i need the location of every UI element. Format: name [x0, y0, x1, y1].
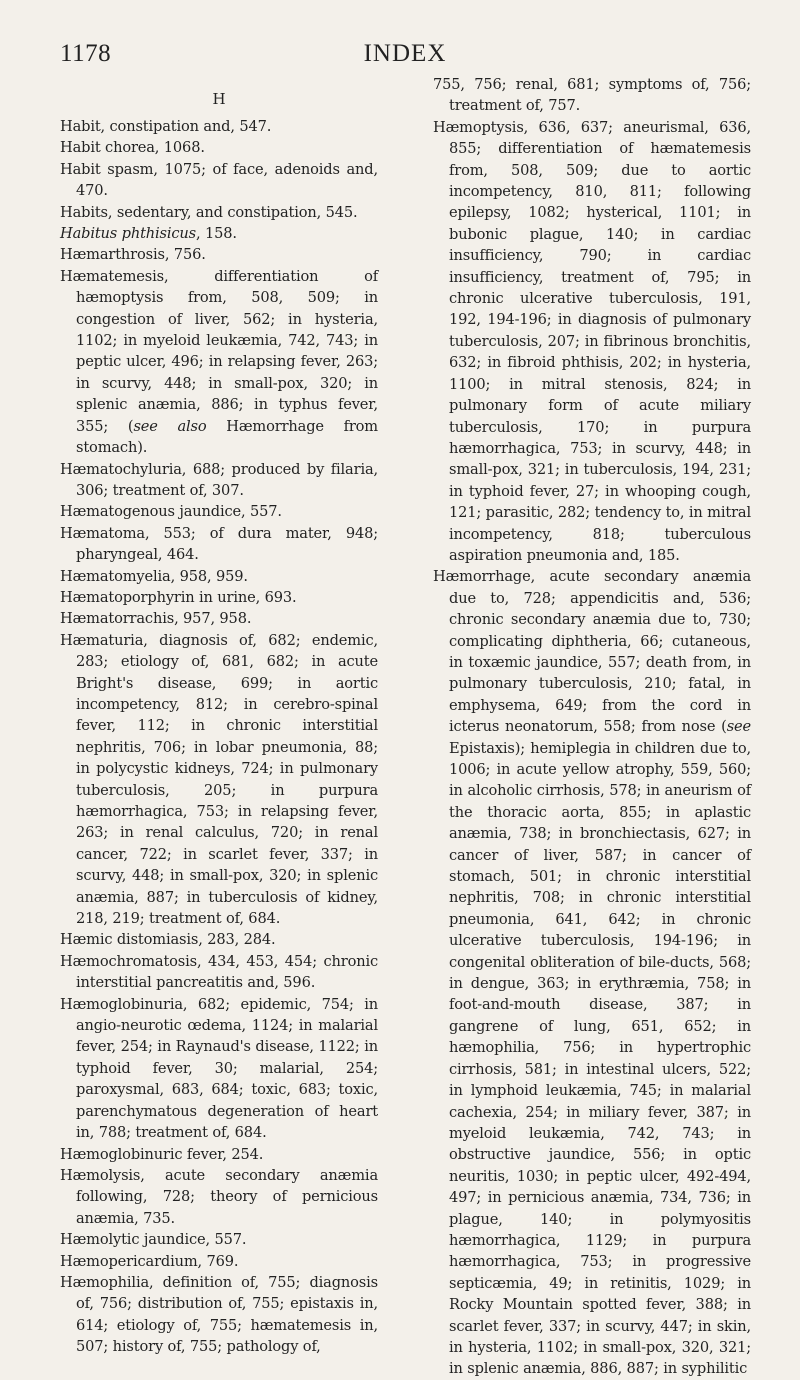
index-entry: Hæmoptysis, 636, 637; aneurismal, 636, 855; differentiation of hæmatemesis from, 508, 509; due to aortic incompetency, 810, 811; following epilepsy, 1082; hysterical, 1101; in bubonic plague, 140; in cardiac insufficiency, 790; in cardiac insufficiency, treatment of, 795; in chronic ulcerative tuberculosis, 191, 192, 194-196; in diagnosis of pulmonary tuberculosis, 207; in fibrinous bronchitis, 632; in fibroid phthisis, 202; in hysteria, 1100; in mitral stenosis, 824; in pulmonary form of acute miliary tuberculosis, 170; in purpura hæmorrhagica, 753; in scurvy, 448; in small-pox, 321; in tuberculosis, 194, 231; in typhoid fever, 27; in whooping cough, 121; parasitic, 282; tendency to, in mitral incompetency, 818; tuberculous aspiration pneumonia and, 185. [433, 118, 751, 564]
index-entry: Hæmochromatosis, 434, 453, 454; chronic interstitial pancreatitis and, 596. [60, 952, 378, 992]
index-entry: Hæmoglobinuric fever, 254. [60, 1145, 264, 1163]
running-head: INDEX [363, 40, 447, 67]
index-entry: Hæmorrhage, acute secondary anæmia due to, 728; appendicitis and, 536; chronic secondary anæmia due to, 730; complicating diphtheria, 66; cutaneous, in toxæmic jaundice, 557; death from, in pulmonary tuberculosis, 210; fatal, in emphysema, 649; from the cord in icterus neonatorum, 558; from nose (see Epistaxis); hemiplegia in children due to, 1006; in acute yellow atrophy, 559, 560; in alcoholic cirrhosis, 578; in aneurism of the thoracic aorta, 855; in aplastic anæmia, 738; in bronchiectasis, 627; in cancer of liver, 587; in cancer of stomach, 501; in chronic interstitial nephritis, 708; in chronic interstitial pneumonia, 641, 642; in chronic ulcerative tuberculosis, 194-196; in congenital obliteration of bile-ducts, 568; in dengue, 363; in erythræmia, 758; in foot-and-mouth disease, 387; in gangrene of lung, 651, 652; in hæmophilia, 756; in hypertrophic cirrhosis, 581; in intestinal ulcers, 522; in lymphoid leukæmia, 745; in malarial cachexia, 254; in miliary fever, 387; in myeloid leukæmia, 742, 743; in obstructive jaundice, 556; in optic neuritis, 1030; in peptic ulcer, 492-494, 497; in pernicious anæmia, 734, 736; in plague, 140; in polymyositis hæmorrhagica, 1129; in purpura hæmorrhagica, 753; in progressive septicæmia, 49; in retinitis, 1029; in Rocky Mountain spotted fever, 388; in scarlet fever, 337; in scurvy, 447; in skin, in hysteria, 1102; in small-pox, 320, 321; in splenic anæmia, 886, 887; in syphilitic [433, 568, 751, 1378]
index-entry: Hæmophilia, definition of, 755; diagnosis of, 756; distribution of, 755; epistaxis in, 614; etiology of, 755; hæmatemesis in, 507; history of, 755; pathology of, [60, 1273, 378, 1356]
index-entry: Hæmopericardium, 769. [60, 1252, 239, 1270]
index-entry: Hæmatochyluria, 688; produced by filaria, 306; treatment of, 307. [60, 460, 378, 499]
index-entry: Habitus phthisicus, 158. [60, 225, 237, 243]
index-entry: Hæmaturia, diagnosis of, 682; endemic, 283; etiology of, 681, 682; in acute Bright's disease, 699; in aortic incompetency, 812; in cerebro-spinal fever, 112; in chronic interstitial nephritis, 706; in lobar pneumonia, 88; in polycystic kidneys, 724; in pulmonary tuberculosis, 205; in purpura hæmorrhagica, 753; in relapsing fever, 263; in renal calculus, 720; in renal cancer, 722; in scarlet fever, 337; in scurvy, 448; in small-pox, 320; in splenic anæmia, 887; in tuberculosis of kidney, 218, 219; treatment of, 684. [60, 631, 378, 928]
index-entry: Hæmarthrosis, 756. [60, 246, 206, 264]
index-entry: Hæmatemesis, differentiation of hæmoptysis from, 508, 509; in congestion of liver, 562; in hysteria, 1102; in myeloid leukæmia, 742, 743; in peptic ulcer, 496; in relapsing fever, 263; in scurvy, 448; in small-pox, 320; in splenic anæmia, 886; in typhus fever, 355; (see also Hæmorrhage from stomach). [60, 267, 378, 457]
index-entry: Hæmolysis, acute secondary anæmia following, 728; theory of pernicious anæmia, 735. [60, 1166, 378, 1227]
index-entry: Hæmatoporphyrin in urine, 693. [60, 588, 297, 606]
index-entry: Habit chorea, 1068. [60, 139, 205, 157]
index-entry: Habit spasm, 1075; of face, adenoids and, 470. [60, 160, 378, 200]
index-entry: Hæmolytic jaundice, 557. [60, 1231, 247, 1249]
index-entry: Hæmatorrachis, 957, 958. [60, 610, 252, 628]
left-column [60, 88, 378, 1358]
section-letter: H [212, 90, 226, 108]
index-entry: 755, 756; renal, 681; symptoms of, 756; treatment of, 757. [433, 76, 751, 115]
page-number: 1178 [60, 40, 112, 67]
index-entry: Hæmatoma, 553; of dura mater, 948; pharyngeal, 464. [60, 524, 378, 564]
index-entry: Hæmatomyelia, 958, 959. [60, 567, 248, 585]
index-entry: Hæmic distomiasis, 283, 284. [60, 931, 276, 949]
right-column [433, 74, 751, 1380]
index-entry: Hæmatogenous jaundice, 557. [60, 503, 282, 521]
index-entry: Habit, constipation and, 547. [60, 118, 272, 135]
index-entry: Hæmoglobinuria, 682; epidemic, 754; in angio-neurotic œdema, 1124; in malarial fever, 254; in Raynaud's disease, 1122; in typhoid fever, 30; malarial, 254; paroxysmal, 683, 684; toxic, 683; toxic, parenchymatous degeneration of heart in, 788; treatment of, 684. [60, 995, 378, 1142]
index-entry: Habits, sedentary, and constipation, 545. [60, 203, 358, 221]
